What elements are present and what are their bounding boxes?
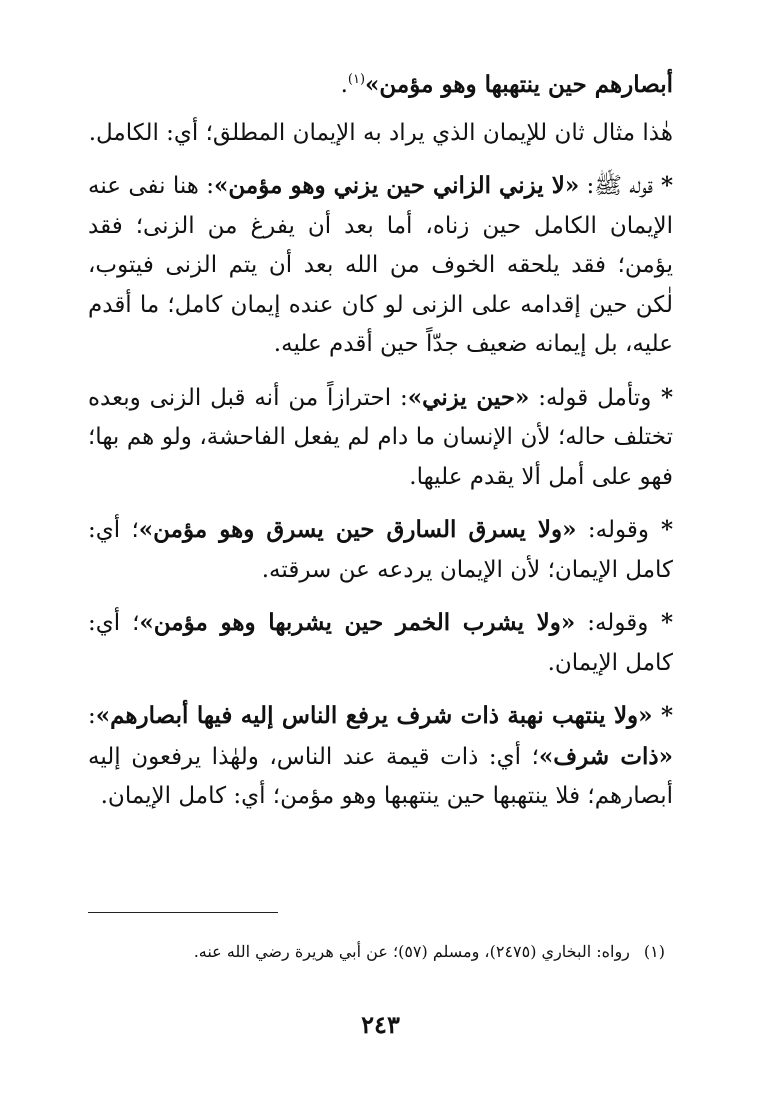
paragraph-text: : هنا نفى عنه الإيمان الكامل حين زناه، أما بعد أن يفرغ من الزنى؛ فقد يؤمن؛ فقد يلحقه الخوف من الله بعد أن يتم الزنى فيتوب، لٰكن حين إقدامه على الزنى لو كان عنده إيمان كامل؛ ما أقدم عليه، بل إيمانه ضعيف جدّاً حين أقدم عليه. — [88, 173, 673, 357]
paragraph-commentary-2 — [88, 378, 673, 498]
hadith-quote: «ولا يسرق السارق حين يسرق وهو مؤمن» — [138, 516, 577, 543]
footnote-text: رواه: البخاري (٢٤٧٥)، ومسلم (٥٧)؛ عن أبي هريرة رضي الله عنه. — [193, 942, 630, 961]
bullet-star: * — [652, 702, 673, 729]
page-number: ٢٤٣ — [361, 1010, 400, 1039]
paragraph-lead: وقوله: — [576, 517, 649, 543]
paragraph-commentary-1 — [88, 166, 673, 365]
paragraph-lead: وقوله: — [575, 610, 649, 636]
hadith-quote: «حين يزني» — [407, 383, 530, 411]
paragraph-separator: : — [88, 703, 96, 729]
bullet-star: * — [652, 172, 674, 199]
bullet-star: * — [648, 516, 673, 543]
paragraph-end: . — [340, 72, 348, 98]
paragraph-commentary-4 — [88, 603, 673, 683]
paragraph-lead: قوله ﷺ: — [579, 173, 653, 199]
footnote-number: (١) — [643, 942, 665, 961]
bullet-star: * — [648, 609, 673, 636]
hadith-quote: «ولا ينتهب نهبة ذات شرف يرفع الناس إليه فيها أبصارهم» — [95, 702, 653, 729]
paragraph-continuation — [88, 60, 673, 106]
paragraph-commentary-3 — [88, 510, 673, 590]
footnote-divider — [88, 912, 278, 913]
paragraph-text: ؛ أي: كامل الإيمان؛ لأن الإيمان يردعه عن سرقته. — [88, 517, 673, 583]
paragraph-text: ؛ أي: كامل الإيمان. — [88, 610, 673, 676]
paragraph-explanation — [88, 114, 673, 154]
paragraph-text: هٰذا مثال ثان للإيمان الذي يراد به الإيمان المطلق؛ أي: الكامل. — [88, 119, 673, 146]
paragraph-text: ؛ أي: ذات قيمة عند الناس، ولهٰذا يرفعون إليه أبصارهم؛ فلا ينتهبها حين ينتهبها وهو مؤمن؛ أي: كامل الإيمان. — [88, 743, 673, 809]
footnote — [88, 940, 665, 964]
paragraph-commentary-5 — [88, 696, 673, 817]
hadith-quote-term: «ذات شرف» — [538, 742, 673, 770]
bullet-star: * — [651, 383, 673, 411]
footnote-marker[interactable]: (١) — [347, 72, 366, 87]
paragraph-lead: وتأمل قوله: — [529, 384, 652, 411]
hadith-quote: «لا يزني الزاني حين يزني وهو مؤمن» — [214, 172, 580, 199]
hadith-quote: «ولا يشرب الخمر حين يشربها وهو مؤمن» — [139, 609, 576, 636]
hadith-quote: أبصارهم حين ينتهبها وهو مؤمن» — [365, 71, 673, 98]
paragraph-text: : احترازاً من أنه قبل الزنى وبعده تختلف حاله؛ لأن الإنسان ما دام لم يفعل الفاحشة، ولو هم بها؛ فهو على أمل ألا يقدم عليها. — [88, 384, 673, 490]
book-page — [88, 60, 673, 1060]
